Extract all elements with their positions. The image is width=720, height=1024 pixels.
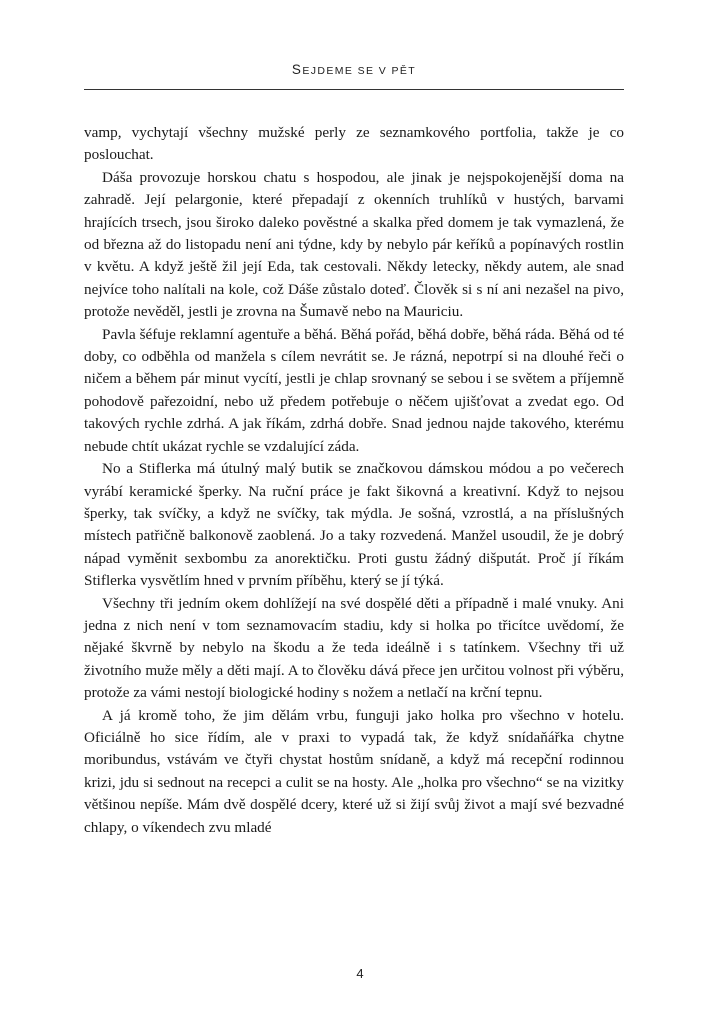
paragraph-dasa: Dáša provozuje horskou chatu s hospodou, ale jinak je nejspokojenější doma na zahradě. Její pelargonie, které přepadají z okenních truhlíků v hustých, barvami hrajících trsech, jsou široko daleko pověstné a skalka před domem je tak vymazlená, že od března až do listopadu není ani týdne, kdy by nebylo pár keříků a popínavých rostlin v květu. A když ještě žil její Eda, tak cestovali. Někdy letecky, někdy autem, ale snad nejvíce toho nalítali na kole, což Dáše zůstalo doteď. Člověk si s ní ani nezašel na pivo, protože nevěděl, jestli je zrovna na Šumavě nebo na Mauriciu. bbox=[84, 168, 624, 321]
running-title-initial: S bbox=[291, 62, 303, 77]
running-header bbox=[84, 62, 624, 77]
paragraph-pavla: Pavla šéfuje reklamní agentuře a běhá. Běhá pořád, běhá dobře, běhá ráda. Běhá od té doby, co odběhla od manžela s cílem nevrátit se. Je rázná, nepotrpí si na dlouhé řeči o ničem a během pár minut vycítí, jestli je chlap srovnaný se sebou i se světem a příjemně pohodově pařezoidní, nebo už předem potřebuje o něčem ujišťovat a zvedat ego. Od takových rychle zdrhá. A jak říkám, zdrhá dobře. Snad jednou najde takového, kterému nebude chtít ukázat rychle se vzdalující záda. bbox=[84, 325, 624, 455]
paragraph-stiflerka: No a Stiflerka má útulný malý butik se značkovou dámskou módou a po večerech vyrábí keramické šperky. Na ruční práce je fakt šikovná a kreativní. Když to nejsou šperky, tak svíčky, a když ne svíčky, tak mýdla. Je sošná, vzrostlá, a na příslušných místech patřičně balkonově zaoblená. Jo a taky rozvedená. Manžel usoudil, že je dobrý nápad vyměnit sexbombu za anorektičku. Proti gustu žádný dišputát. Proč jí říkám Stiflerka vysvětlím hned v prvním příběhu, který se jí týká. bbox=[84, 460, 624, 590]
page-body bbox=[84, 122, 624, 839]
header-rule bbox=[84, 89, 624, 90]
paragraph-narrator: A já kromě toho, že jim dělám vrbu, funguji jako holka pro všechno v hotelu. Oficiálně ho sice řídím, ale v praxi to vypadá tak, že když snídaňářka chytne moribundus, vstávám ve čtyři chystat hostům snídaně, a když má recepční rodinnou krizi, jdu si sednout na recepci a culit se na hosty. Ale „holka pro všechno“ se na vizitky většinou nepíše. Mám dvě dospělé dcery, které už si žijí svůj život a mají své bezvadné chlapy, o víkendech zvu mladé bbox=[84, 706, 624, 836]
paragraph-continued: vamp, vychytají všechny mužské perly ze seznamkového portfolia, takže je co poslouchat. bbox=[84, 124, 624, 164]
page-number: 4 bbox=[356, 966, 364, 981]
running-title-rest: EJDEME SE V PĚT bbox=[302, 65, 417, 77]
paragraph-all-three: Všechny tři jedním okem dohlížejí na své dospělé děti a případně i malé vnuky. Ani jedna z nich není v tom seznamovacím stadiu, kdy si holka po třicítce uvědomí, že nějaké škvrně by nebylo na škodu a že teda ideálně i s tatínkem. Všechny tři už životního muže měly a děti mají. A to člověku dává přece jen určitou volnost při výběru, protože za vámi nestojí biologické hodiny s nožem a netlačí na krční tepnu. bbox=[84, 594, 624, 702]
